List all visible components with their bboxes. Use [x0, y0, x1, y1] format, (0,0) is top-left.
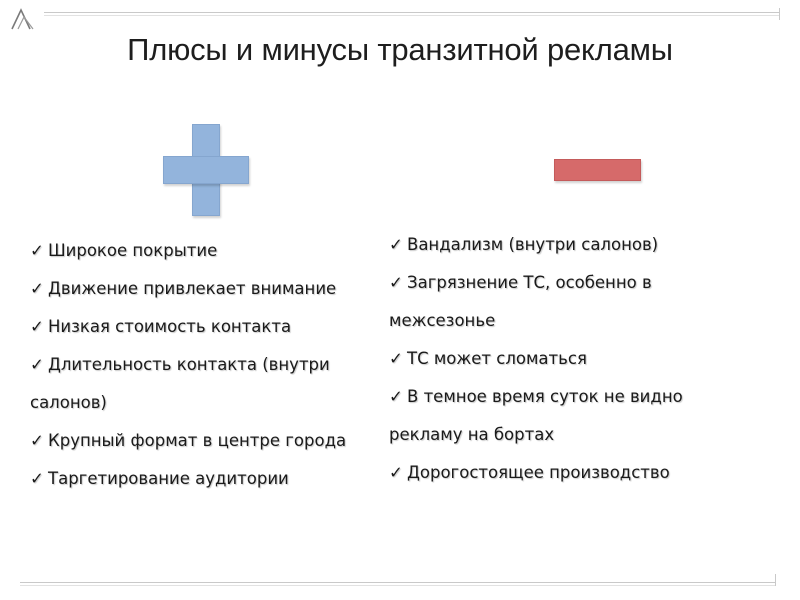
- pros-item: [30, 460, 370, 498]
- pros-item-text: Таргетирование аудитории: [48, 469, 289, 488]
- cons-item-text: Загрязнение ТС, особенно в межсезонье: [389, 273, 652, 330]
- cons-item: [389, 454, 719, 492]
- check-icon: ✓: [30, 469, 44, 488]
- pros-item-text: Широкое покрытие: [48, 241, 218, 260]
- cons-item: [389, 264, 719, 340]
- check-icon: ✓: [389, 235, 403, 254]
- bottom-divider: [20, 582, 776, 586]
- pros-item: [30, 308, 370, 346]
- pros-item-text: Длительность контакта (внутри салонов): [30, 355, 330, 412]
- pros-item-text: Крупный формат в центре города: [48, 431, 347, 450]
- check-icon: ✓: [389, 387, 403, 406]
- cons-item-text: Дорогостоящее производство: [407, 463, 670, 482]
- check-icon: ✓: [30, 355, 44, 374]
- minus-icon: [554, 159, 641, 181]
- check-icon: ✓: [389, 349, 403, 368]
- top-divider: [44, 12, 780, 16]
- cons-item-text: Вандализм (внутри салонов): [407, 235, 659, 254]
- cons-item: [389, 340, 719, 378]
- pros-item: [30, 346, 370, 422]
- slide-title: Плюсы и минусы транзитной рекламы: [127, 32, 673, 67]
- check-icon: ✓: [30, 279, 44, 298]
- pros-list: [30, 232, 370, 498]
- bottom-divider-cap: [775, 574, 776, 586]
- check-icon: ✓: [389, 273, 403, 292]
- plus-icon: [163, 124, 249, 216]
- check-icon: ✓: [30, 431, 44, 450]
- logo-icon: [10, 8, 36, 30]
- pros-item: [30, 232, 370, 270]
- check-icon: ✓: [389, 463, 403, 482]
- cons-list: [389, 226, 719, 492]
- cons-item: [389, 378, 719, 454]
- pros-item-text: Движение привлекает внимание: [48, 279, 337, 298]
- check-icon: ✓: [30, 317, 44, 336]
- cons-item-text: ТС может сломаться: [407, 349, 587, 368]
- pros-item: [30, 270, 370, 308]
- pros-item: [30, 422, 370, 460]
- pros-item-text: Низкая стоимость контакта: [48, 317, 292, 336]
- cons-item: [389, 226, 719, 264]
- cons-item-text: В темное время суток не видно рекламу на бортах: [389, 387, 683, 444]
- top-divider-cap: [779, 8, 780, 20]
- check-icon: ✓: [30, 241, 44, 260]
